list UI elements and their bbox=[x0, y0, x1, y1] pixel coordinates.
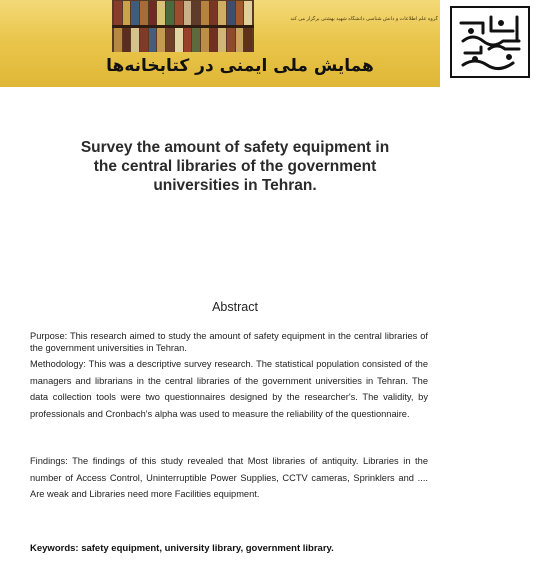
methodology-paragraph: Methodology: This was a descriptive survey research. The statistical population consisted of the managers and librarians in the central libraries of the government universities in Tehran. The data collection tools were two questionnaires designed by the researcher's. The validity, by professionals and Cronbach's alpha was used to measure the reliability of the questionnaire. bbox=[30, 359, 428, 419]
bookshelves-image bbox=[112, 0, 254, 52]
paper-title-line: the central libraries of the government bbox=[93, 158, 377, 175]
paper-title-line: Survey the amount of safety equipment in bbox=[80, 139, 390, 156]
paper-title bbox=[30, 138, 440, 195]
findings-paragraph: Findings: The findings of this study revealed that Most libraries of antiquity. Libraries in the number of Access Control, Uninterruptible Power Supplies, CCTV cameras, Sprinklers and .... Are weak and Libraries need more Facilities equipment. bbox=[30, 456, 428, 499]
university-logo bbox=[450, 6, 530, 78]
conference-banner bbox=[0, 0, 536, 87]
banner-tagline: گروه علم اطلاعات و دانش شناسی دانشگاه شهید بهشتی برگزار می کند bbox=[290, 16, 438, 22]
abstract-heading: Abstract bbox=[212, 300, 258, 314]
paper-title-line: universities in Tehran. bbox=[153, 177, 317, 194]
university-calligraphy-logo-icon bbox=[453, 9, 527, 75]
purpose-paragraph: Purpose: This research aimed to study the amount of safety equipment in the central libraries of the government universities in Tehran. bbox=[30, 331, 428, 353]
conference-title: همایش ملی ایمنی در کتابخانه‌ها bbox=[106, 56, 374, 76]
keywords-line: Keywords: safety equipment, university library, government library. bbox=[30, 543, 334, 554]
